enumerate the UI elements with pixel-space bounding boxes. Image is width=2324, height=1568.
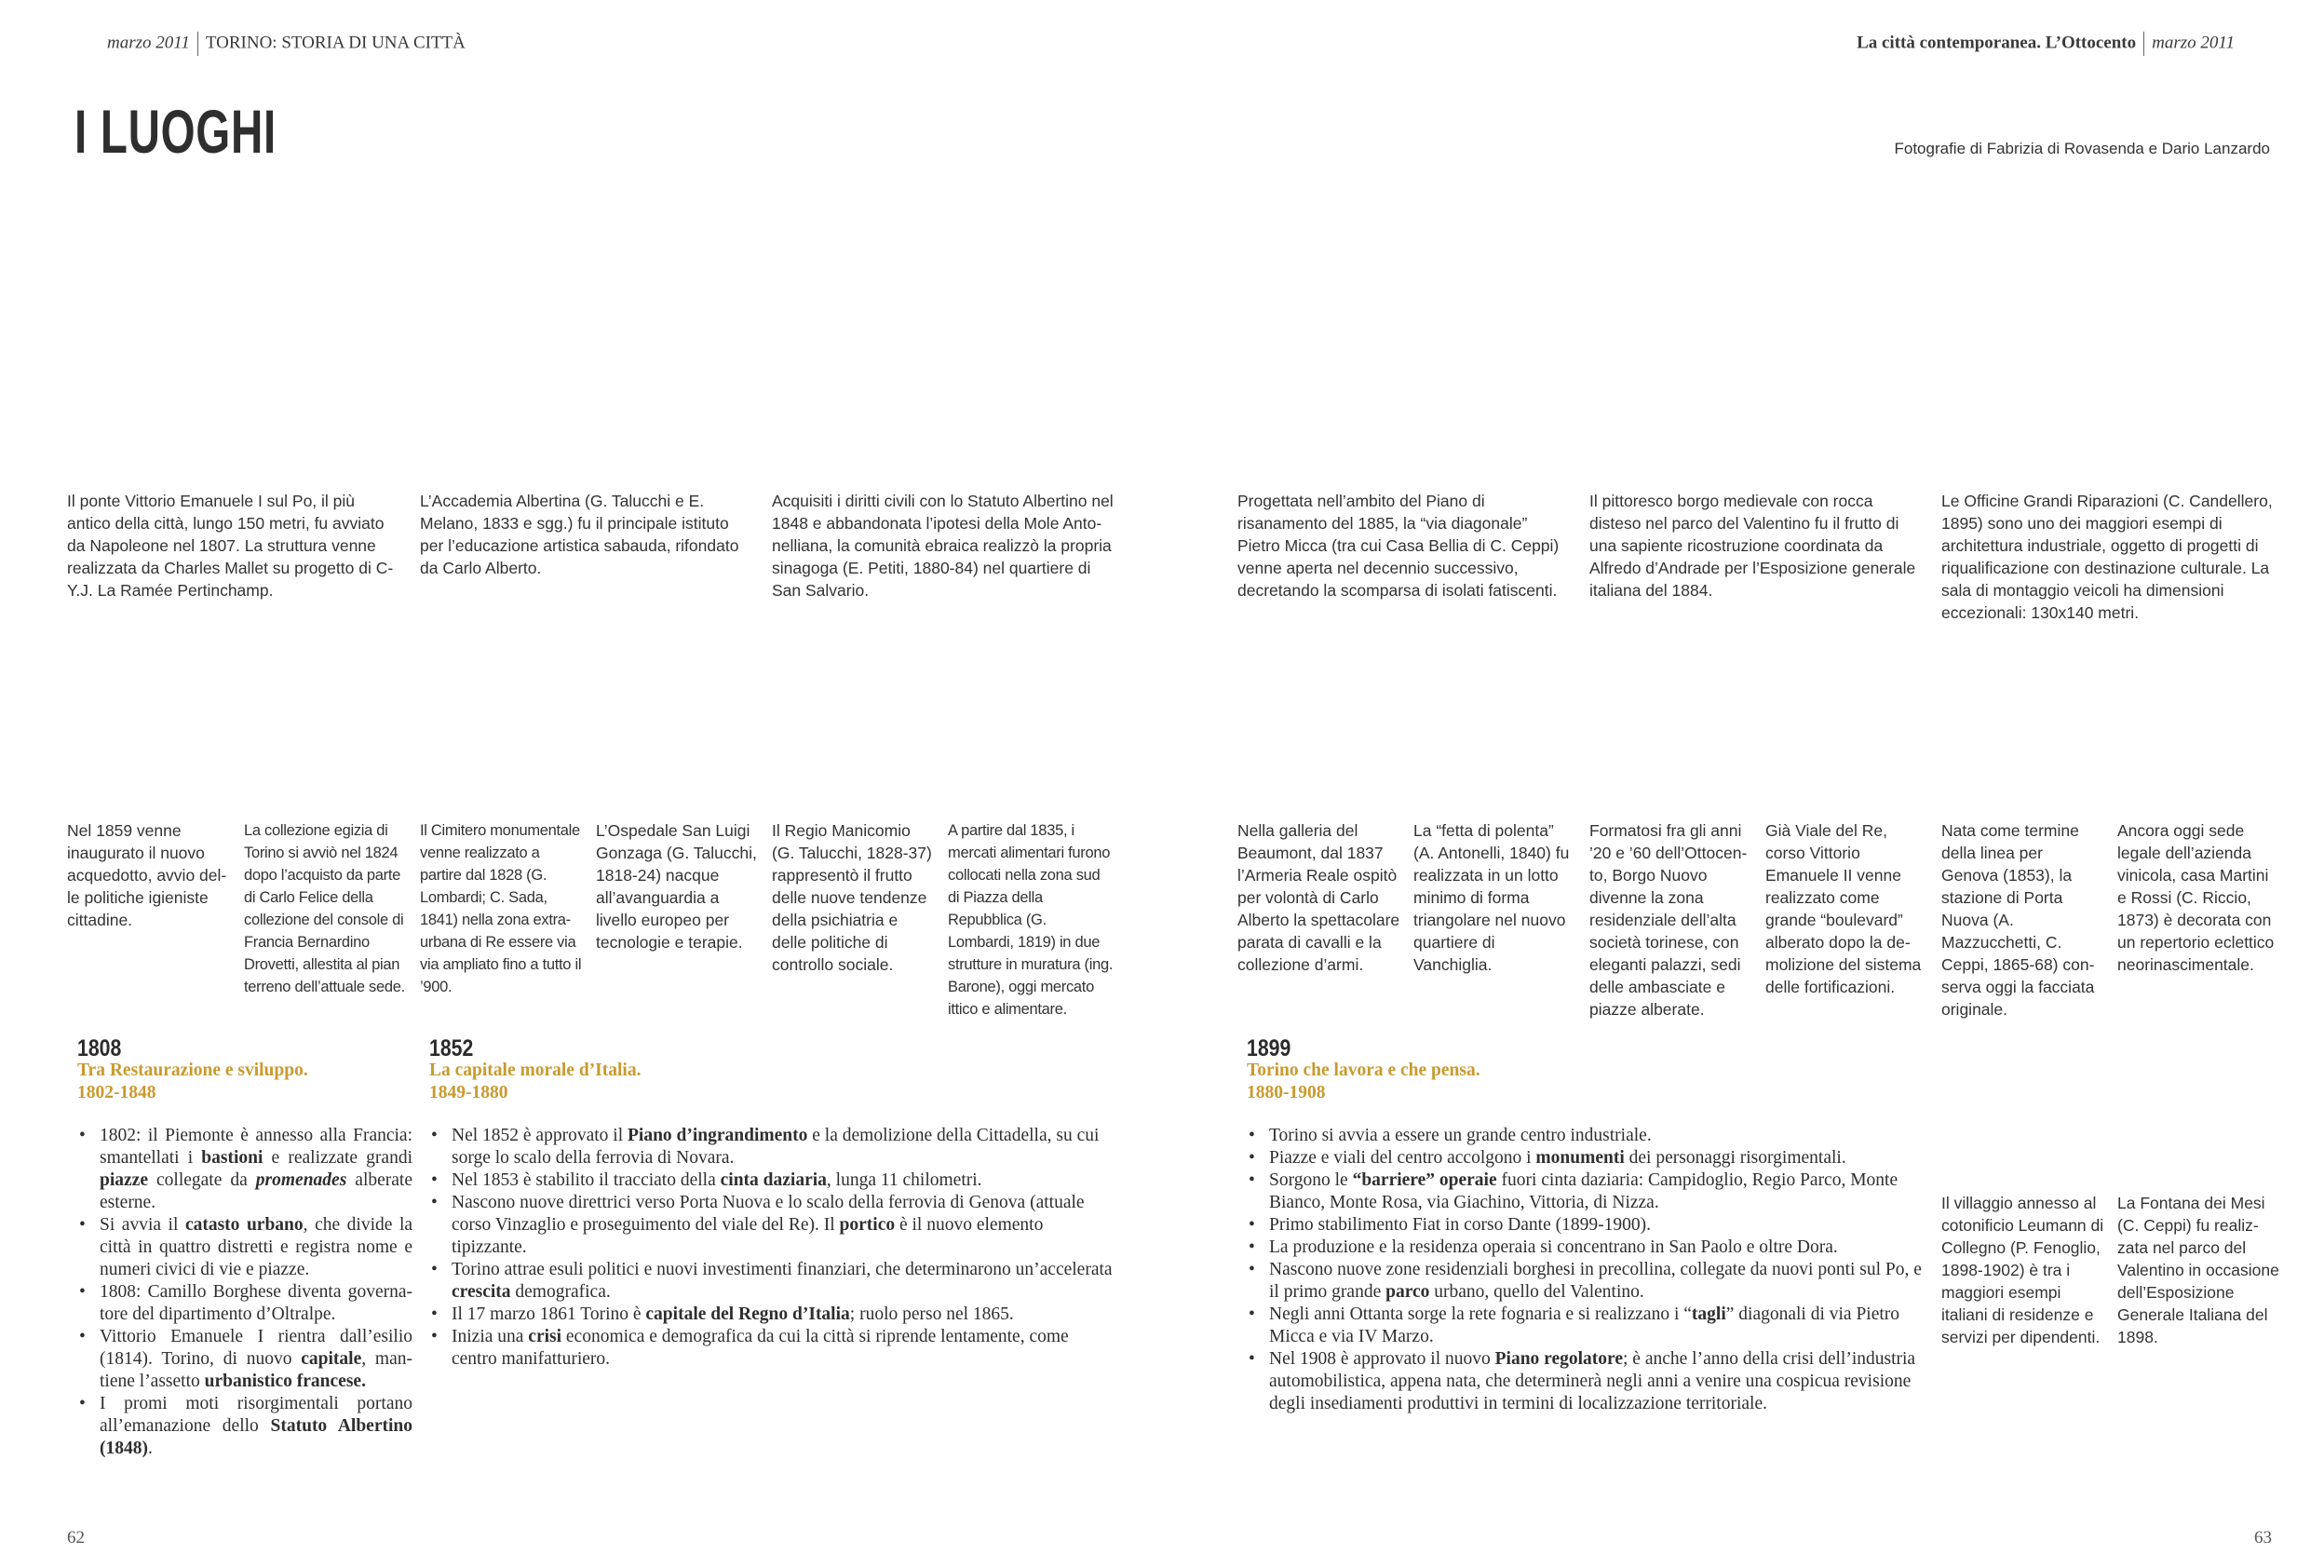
timeline-item: • 1802: il Piemonte è annesso alla Francia: smantellati i bastioni e realizzate grandi piazze collegate da promenades alberate esterne. <box>100 1125 412 1214</box>
timeline-item: • Sorgono le “barriere” operaie fuori cinta daziaria: Campidoglio, Regio Parco, Monte Bianco, Monte Rosa, via Giachino, Vittoria, di Nizza. <box>1269 1169 1932 1214</box>
header-date-right: marzo 2011 <box>2152 33 2235 53</box>
timeline-list-1899 <box>1247 1125 1932 1415</box>
era-range: 1802-1848 <box>77 1083 156 1102</box>
running-header-right <box>1857 32 2235 56</box>
timeline-era-1808 <box>77 1060 394 1104</box>
caption-borgo-medievale: Il pittoresco borgo medievale con rocca disteso nel parco del Valentino fu il frutto di una sapiente ricostruzione coordinata da Alfredo d’Andrade per l’Esposizione generale italiana del 1884. <box>1589 492 1916 600</box>
timeline-item: • Torino attrae esuli politici e nuovi investimenti finanziari, che determinarono un’accelerata crescita demografica. <box>452 1259 1115 1304</box>
caption-acquedotto: Nel 1859 venne inaugurato il nuovo acquedotto, avvio delle politiche igieniste cittadine. <box>67 821 227 929</box>
timeline-item: • Torino si avvia a essere un grande centro industriale. <box>1269 1125 1932 1147</box>
timeline-item: • Nascono nuove direttrici verso Porta Nuova e lo scalo della ferrovia di Genova (attuale corso Vinzaglio e proseguimento del viale del Re). Il portico è il nuovo elemento tipizzante. <box>452 1192 1115 1259</box>
timeline-item: • Nascono nuove zone residenziali borghesi in precollina, collegate da nuovi ponti sul Po, e il primo grande parco urbano, quello del Valentino. <box>1269 1259 1932 1304</box>
page-number-left: 62 <box>67 1528 85 1548</box>
caption-accademia-albertina: L’Accademia Albertina (G. Talucchi e E. Melano, 1833 e sgg.) fu il principale istituto per l’educazione artistica sabauda, rifondato da Carlo Alberto. <box>420 492 739 577</box>
header-title-right: La città contemporanea. L’Ottocento <box>1857 33 2137 53</box>
timeline-item: • Nel 1852 è approvato il Piano d’ingrandimento e la demolizione della Cittadella, su cui sorge lo scalo della ferrovia di Novara. <box>452 1125 1115 1169</box>
caption-fetta-di-polenta: La “fetta di polenta” (A. Antonelli, 1840) fu realizzata in un lotto minimo di forma triangolare nel nuovo quartiere di Vanchiglia. <box>1413 821 1570 974</box>
caption-officine-grandi-riparazioni: Le Officine Grandi Riparazioni (C. Candellero, 1895) sono uno dei maggiori esempi di architettura industriale, oggetto di progetti di riqualificazione con destinazione culturale. La sala di montaggio veicoli ha dimensioni eccezionali: 130x140 metri. <box>1941 492 2273 622</box>
timeline-item: • 1808: Camillo Borghese diventa governatore del dipartimento d’Oltralpe. <box>100 1281 412 1326</box>
era-range: 1880-1908 <box>1247 1083 1326 1102</box>
timeline-item: • Il 17 marzo 1861 Torino è capitale del Regno d’Italia; ruolo perso nel 1865. <box>452 1304 1115 1326</box>
era-title: Torino che lavora e che pensa. <box>1247 1061 1480 1080</box>
caption-ponte-vittorio: Il ponte Vittorio Emanuele I sul Po, il più antico della città, lungo 150 metri, fu avviato da Napoleone nel 1807. La struttura venne realizzata da Charles Mallet su progetto di C-Y.J. La Ramée Pertinchamp. <box>67 492 394 600</box>
header-divider <box>2143 32 2144 56</box>
timeline-item: • Primo stabilimento Fiat in corso Dante (1899-1900). <box>1269 1214 1932 1237</box>
caption-corso-vittorio-emanuele: Già Viale del Re, corso Vittorio Emanuele II venne realizzato come grande “boulevard” alberato dopo la demolizione del sistema delle fortificazioni. <box>1765 821 1922 996</box>
timeline-item: • Inizia una crisi economica e demografica da cui la città si riprende lentamente, come centro manifatturiero. <box>452 1326 1115 1371</box>
caption-mercati-alimentari: A partire dal 1835, i mercati alimentari furono collocati nella zona sud di Piazza della Repubblica (G. Lombardi, 1819) in due strutture in muratura (ing. Barone), oggi mercato ittico e alimentare. <box>948 822 1114 1018</box>
caption-fontana-dei-mesi: La Fontana dei Mesi (C. Ceppi) fu realizzata nel parco del Valentino in occasione dell’Esposizione Generale Italiana del 1898. <box>2117 1194 2279 1346</box>
caption-martini-e-rossi: Ancora oggi sede legale dell’azienda vinicola, casa Martini e Rossi (C. Riccio, 1873) è decorata con un repertorio eclettico neorinascimentale. <box>2117 821 2275 974</box>
timeline-year-1852: 1852 <box>429 1035 474 1061</box>
caption-armeria-reale: Nella galleria del Beaumont, dal 1837 l’Armeria Reale ospitò per volontà di Carlo Alberto la spettacolare parata di cavalli e la collezione d’armi. <box>1237 821 1400 974</box>
header-date-left: marzo 2011 <box>107 33 190 53</box>
running-header-left <box>107 32 466 56</box>
caption-regio-manicomio: Il Regio Manicomio (G. Talucchi, 1828-37) rappresentò il frutto delle nuove tendenze della psichiatria e delle politiche di controllo sociale. <box>772 821 932 974</box>
caption-sinagoga: Acquisiti i diritti civili con lo Statuto Albertino nel 1848 e abbandonata l’ipotesi della Mole Antonelliana, la comunità ebraica realizzò la propria sinagoga (E. Petiti, 1880-84) nel quartiere di San Salvario. <box>772 492 1114 600</box>
page-number-right: 63 <box>2254 1528 2272 1548</box>
timeline-year-1899: 1899 <box>1247 1035 1291 1061</box>
timeline-year-1808: 1808 <box>77 1035 122 1061</box>
era-range: 1849-1880 <box>429 1083 508 1102</box>
timeline-item: • Piazze e viali del centro accolgono i monumenti dei personaggi risorgimentali. <box>1269 1147 1932 1169</box>
timeline-item: • La produzione e la residenza operaia si concentrano in San Paolo e oltre Dora. <box>1269 1237 1932 1259</box>
era-title: Tra Restaurazione e sviluppo. <box>77 1061 308 1080</box>
caption-collezione-egizia: La collezione egizia di Torino si avviò nel 1824 dopo l’acquisto da parte di Carlo Felice della collezione del console di Francia Bernardino Drovetti, allestita al pian terreno dell’attuale sede. <box>244 822 405 995</box>
timeline-item: • I promi moti risorgimentali portano all’emanazione dello Statuto Albertino (1848). <box>100 1393 412 1460</box>
era-title: La capitale morale d’Italia. <box>429 1061 642 1080</box>
timeline-list-1852 <box>429 1125 1115 1371</box>
section-title: I LUOGHI <box>74 97 277 166</box>
timeline-item: • Negli anni Ottanta sorge la rete fognaria e si realizzano i “tagli” diagonali di via Pietro Micca e via IV Marzo. <box>1269 1304 1932 1348</box>
photo-credit: Fotografie di Fabrizia di Rovasenda e Dario Lanzardo <box>1894 140 2270 157</box>
caption-porta-nuova: Nata come termine della linea per Genova (1853), la stazione di Porta Nuova (A. Mazzucchetti, C. Ceppi, 1865-68) conserva oggi la facciata originale. <box>1941 821 2095 1019</box>
timeline-list-1808 <box>77 1125 412 1460</box>
caption-via-pietro-micca: Progettata nell’ambito del Piano di risanamento del 1885, la “via diagonale” Pietro Micca (tra cui Casa Bellia di C. Ceppi) venne aperta nel decennio successivo, decretando la scomparsa di isolati fatiscenti. <box>1237 492 1560 600</box>
timeline-item: • Nel 1853 è stabilito il tracciato della cinta daziaria, lunga 11 chilometri. <box>452 1169 1115 1192</box>
header-title-left: TORINO: STORIA DI UNA CITTÀ <box>205 33 466 53</box>
caption-villaggio-leumann: Il villaggio annesso al cotonificio Leumann di Collegno (P. Fenoglio, 1898-1902) è tra i maggiori esempi italiani di residenze e servizi per dipendenti. <box>1941 1194 2104 1346</box>
timeline-era-1852 <box>429 1060 895 1104</box>
timeline-item: • Nel 1908 è approvato il nuovo Piano regolatore; è anche l’anno della crisi dell’industria automobilistica, appena nata, che determinerà negli anni a venire una cospicua revisione degli insediamenti produttivi in termini di localizzazione territoriale. <box>1269 1348 1932 1415</box>
timeline-item: • Si avvia il catasto urbano, che divide la città in quattro distretti e registra nome e numeri civici di vie e piazze. <box>100 1214 412 1281</box>
caption-ospedale-san-luigi: L’Ospedale San Luigi Gonzaga (G. Talucchi, 1818-24) nacque all’avanguardia a livello europeo per tecnologie e terapie. <box>596 821 757 952</box>
timeline-era-1899 <box>1247 1060 1712 1104</box>
timeline-item: • Vittorio Emanuele I rientra dall’esilio (1814). Torino, di nuovo capitale, mantiene l’assetto urbanistico francese. <box>100 1326 412 1393</box>
caption-borgo-nuovo: Formatosi fra gli anni ’20 e ’60 dell’Ottocento, Borgo Nuovo divenne la zona residenziale dell’alta società torinese, con eleganti palazzi, sedi delle ambasciate e piazze alberate. <box>1589 821 1748 1019</box>
header-divider <box>197 32 198 56</box>
caption-cimitero-monumentale: Il Cimitero monumentale venne realizzato a partire dal 1828 (G. Lombardi; C. Sada, 1841) nella zona extra-urbana di Re essere via via ampliato fino a tutto il ’900. <box>420 822 582 995</box>
